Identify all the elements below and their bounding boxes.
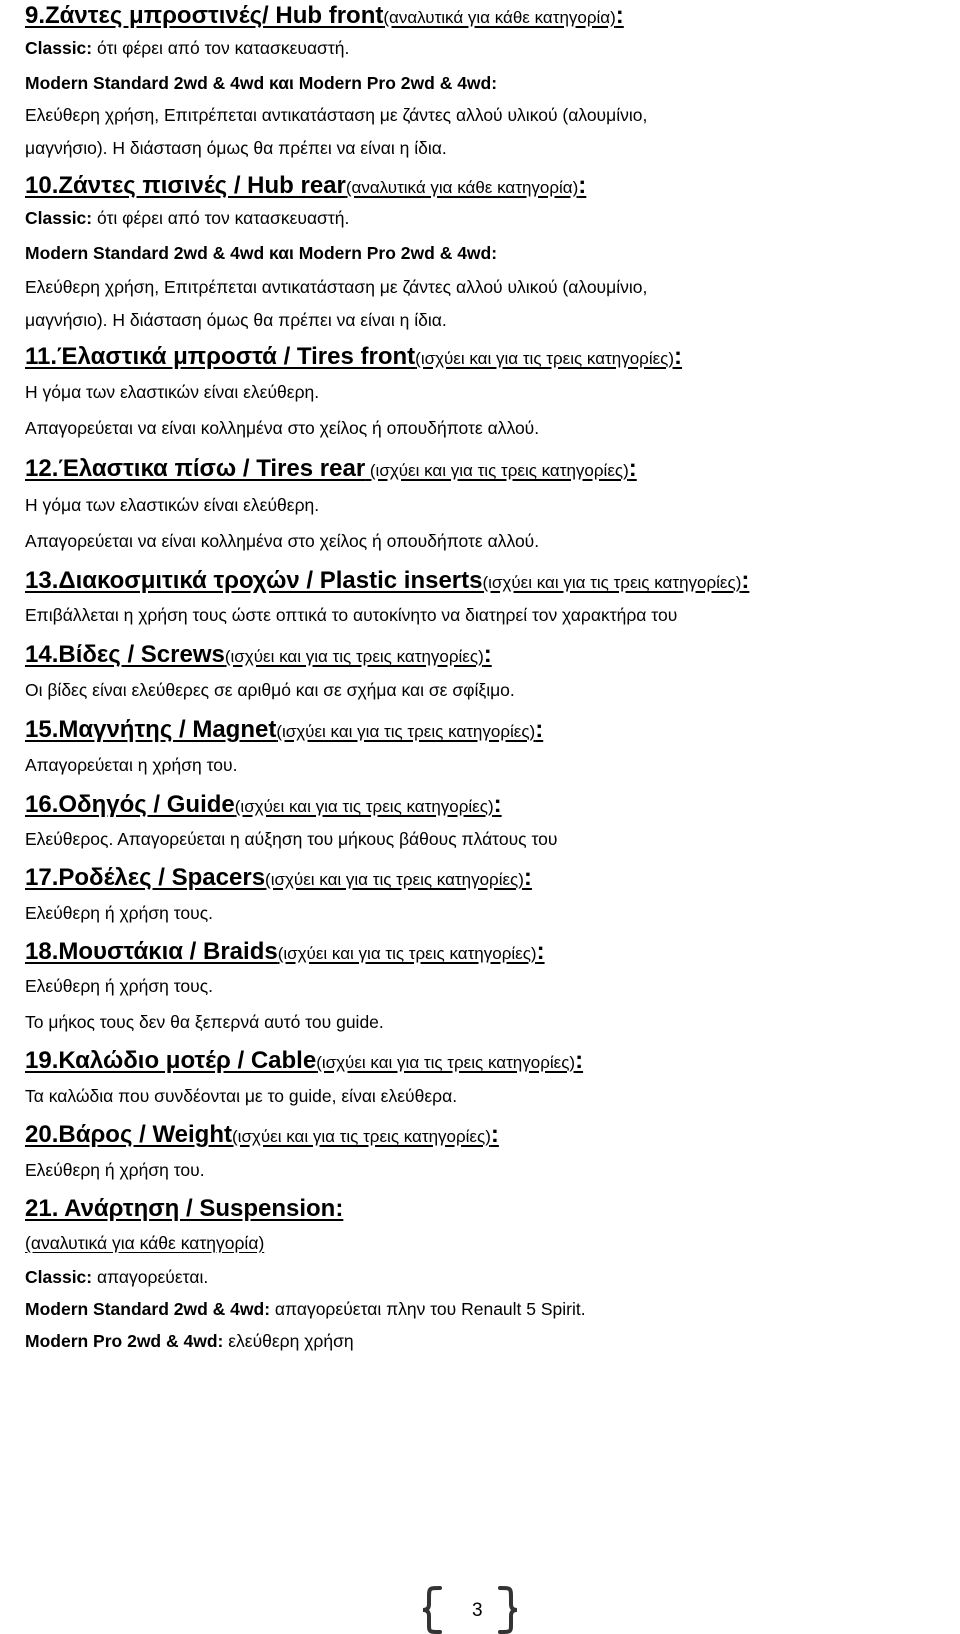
body-text: Απαγορεύεται να είναι κολλημένα στο χείλος ή οπουδήποτε αλλού. <box>25 531 540 551</box>
body-text: Τα καλώδια που συνδέονται με το guide, είναι ελεύθερα. <box>25 1086 458 1106</box>
body-text: Ελεύθερη χρήση, Επιτρέπεται αντικατάσταση με ζάντες αλλού υλικού (αλουμίνιο, <box>25 105 648 125</box>
body-text: Ελεύθερος. Απαγορεύεται η αύξηση του μήκους βάθους πλάτους του <box>25 829 558 849</box>
body-text: Οι βίδες είναι ελεύθερες σε αριθμό και σε σχήμα και σε σφίξιμο. <box>25 680 515 700</box>
pro-rule: Modern Pro 2wd & 4wd: ελεύθερη χρήση <box>25 1331 354 1351</box>
classic-rule: Classic: απαγορεύεται. <box>25 1267 209 1287</box>
heading-spacers: 17.Ροδέλες / Spacers(ισχύει και για τις τρεις κατηγορίες): <box>25 864 532 891</box>
body-text: Ελεύθερη ή χρήση τους. <box>25 976 214 996</box>
left-brace <box>423 1588 440 1632</box>
body-text: μαγνήσιο). Η διάσταση όμως θα πρέπει να είναι η ίδια. <box>25 138 447 158</box>
body-text: Ελεύθερη ή χρήση τους. <box>25 903 214 923</box>
classic-rule: Classic: ότι φέρει από τον κατασκευαστή. <box>25 208 350 228</box>
classic-rule: Classic: ότι φέρει από τον κατασκευαστή. <box>25 38 350 58</box>
body-text: μαγνήσιο). Η διάσταση όμως θα πρέπει να είναι η ίδια. <box>25 310 447 330</box>
body-text: Ελεύθερη ή χρήση του. <box>25 1160 205 1180</box>
modern-label: Modern Standard 2wd & 4wd και Modern Pro 2wd & 4wd: <box>25 73 498 93</box>
standard-rule: Modern Standard 2wd & 4wd: απαγορεύεται πλην του Renault 5 Spirit. <box>25 1299 586 1319</box>
page-number: 3 <box>472 1600 483 1621</box>
body-text: Η γόμα των ελαστικών είναι ελεύθερη. <box>25 495 320 515</box>
heading-guide: 16.Οδηγός / Guide(ισχύει και για τις τρεις κατηγορίες): <box>25 791 502 818</box>
heading-screws: 14.Βίδες / Screws(ισχύει και για τις τρεις κατηγορίες): <box>25 641 492 668</box>
page-footer <box>0 1584 960 1634</box>
heading-tires-front: 11.Έλαστικά μπροστά / Tires front(ισχύει και για τις τρεις κατηγορίες): <box>25 343 683 370</box>
heading-cable: 19.Καλώδιο μοτέρ / Cable(ισχύει και για τις τρεις κατηγορίες): <box>25 1047 584 1074</box>
heading-plastic-inserts: 13.Διακοσμιτικά τροχών / Plastic inserts(ισχύει και για τις τρεις κατηγορίες): <box>25 567 750 594</box>
heading-hub-rear: 10.Ζάντες πισινές / Hub rear(αναλυτικά για κάθε κατηγορία): <box>25 172 587 199</box>
body-text: Η γόμα των ελαστικών είναι ελεύθερη. <box>25 382 320 402</box>
heading-suspension: 21. Ανάρτηση / Suspension: <box>25 1195 344 1222</box>
heading-hub-front: 9.Ζάντες μπροστινές/ Hub front(αναλυτικά για κάθε κατηγορία): <box>25 2 624 29</box>
category-note: (αναλυτικά για κάθε κατηγορία) <box>25 1233 265 1253</box>
body-text: Απαγορεύεται η χρήση του. <box>25 755 238 775</box>
body-text: Το μήκος τους δεν θα ξεπερνά αυτό του guide. <box>25 1012 384 1032</box>
heading-magnet: 15.Μαγνήτης / Magnet(ισχύει και για τις τρεις κατηγορίες): <box>25 716 544 743</box>
body-text: Ελεύθερη χρήση, Επιτρέπεται αντικατάσταση με ζάντες αλλού υλικού (αλουμίνιο, <box>25 277 648 297</box>
heading-tires-rear: 12.Έλαστικα πίσω / Tires rear (ισχύει και για τις τρεις κατηγορίες): <box>25 455 637 482</box>
body-text: Επιβάλλεται η χρήση τους ώστε οπτικά το αυτοκίνητο να διατηρεί τον χαρακτήρα του <box>25 605 678 625</box>
heading-braids: 18.Μουστάκια / Braids(ισχύει και για τις τρεις κατηγορίες): <box>25 938 545 965</box>
right-brace <box>500 1588 517 1632</box>
body-text: Απαγορεύεται να είναι κολλημένα στο χείλος ή οπουδήποτε αλλού. <box>25 418 540 438</box>
heading-weight: 20.Βάρος / Weight(ισχύει και για τις τρεις κατηγορίες): <box>25 1121 499 1148</box>
modern-label: Modern Standard 2wd & 4wd και Modern Pro 2wd & 4wd: <box>25 243 498 263</box>
